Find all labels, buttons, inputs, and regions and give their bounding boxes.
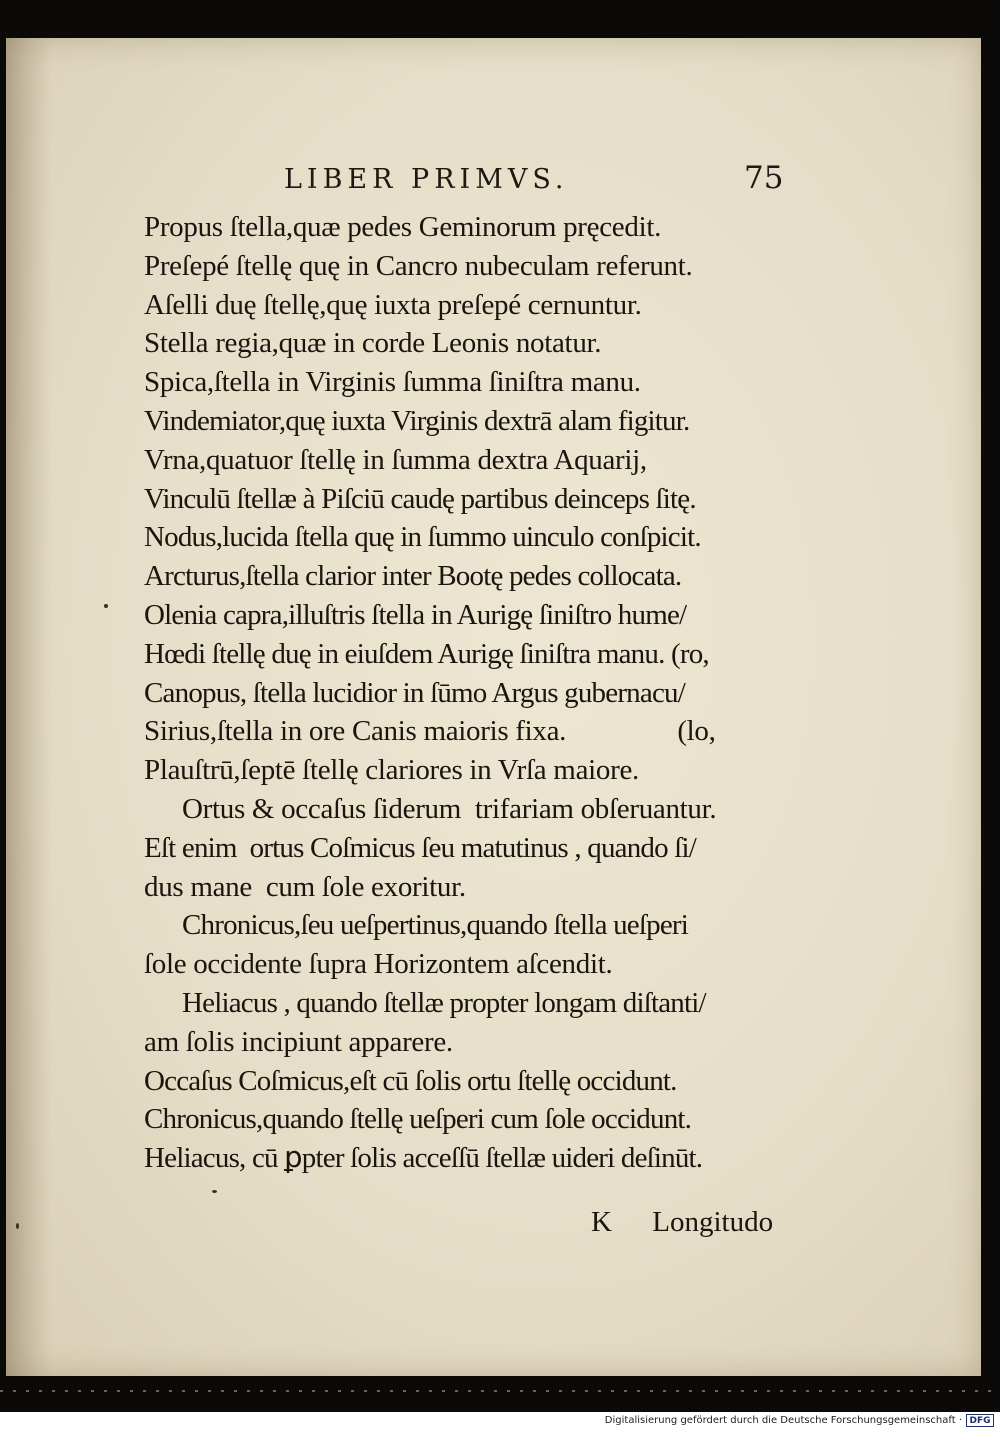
catchline (591, 1206, 773, 1239)
film-edge (0, 1390, 1000, 1392)
text-line: Propus ſtella,quæ pedes Geminorum pręcedit. (144, 211, 662, 243)
signature-mark: K (591, 1206, 612, 1238)
text-line: dus mane cum ſole exoritur. (144, 870, 466, 903)
text-line: Ortus & occaſus ſiderum trifariam obſeruantur. (182, 792, 717, 825)
catchword: Longitudo (652, 1206, 774, 1238)
running-head (6, 160, 981, 200)
text-line: Arcturus,ſtella clarior inter Bootę pedes collocata. (144, 560, 682, 593)
text-line: Spica,ſtella in Virginis ſumma ſiniſtra manu. (144, 366, 641, 399)
text-line: Preſepé ſtellę quę in Cancro nubeculam referunt. (144, 249, 693, 282)
dfg-logo: DFG (966, 1414, 994, 1427)
text-line: Stella regia,quæ in corde Leonis notatur. (144, 327, 602, 360)
text-line: Sirius,ſtella in ore Canis maioris fixa. (lo, (144, 715, 716, 748)
text-line: Heliacus, cū ꝑpter ſolis acceſſū ſtellæ uideri deſinūt. (144, 1142, 703, 1175)
text-line: Aſelli duę ſtellę,quę iuxta preſepé cernuntur. (144, 288, 642, 321)
ink-speck (16, 1223, 19, 1229)
text-line: Plauſtrū,ſeptē ſtellę clariores in Vrſa maiore. (144, 754, 639, 787)
text-line: Heliacus , quando ſtellæ propter longam diſtanti/ (182, 986, 706, 1019)
text-line: Vrna,quatuor ſtellę in ſumma dextra Aquarij, (144, 443, 647, 476)
text-line: Chronicus,quando ſtellę ueſperi cum ſole occidunt. (144, 1103, 692, 1136)
funding-credit: Digitalisierung gefördert durch die Deutsche Forschungsgemeinschaft · (604, 1415, 962, 1426)
text-line: Occaſus Coſmicus,eſt cū ſolis ortu ſtellę occidunt. (144, 1064, 677, 1097)
text-line: Canopus, ſtella lucidior in ſūmo Argus gubernacu/ (144, 676, 685, 709)
text-line: Chronicus,ſeu ueſpertinus,quando ſtella ueſperi (182, 909, 689, 942)
running-title: LIBER PRIMVS. (284, 164, 569, 195)
book-page (6, 38, 981, 1376)
text-line: am ſolis incipiunt apparere. (144, 1025, 453, 1058)
text-line: Vinculū ſtellæ à Piſciū caudę partibus deinceps ſitę. (144, 482, 696, 515)
text-line: Olenia capra,illuſtris ſtella in Aurigę ſiniſtro hume/ (144, 598, 687, 631)
text-block (144, 208, 794, 1178)
text-line: Nodus,lucida ſtella quę in ſummo uinculo conſpicit. (144, 521, 701, 554)
folio-number: 75 (744, 160, 784, 196)
text-line: ſole occidente ſupra Horizontem aſcendit. (144, 948, 613, 981)
ink-speck (212, 1190, 217, 1193)
ink-speck (104, 604, 108, 608)
text-line: Hœdi ſtellę duę in eiuſdem Aurigę ſiniſtra manu. (ro, (144, 637, 709, 670)
text-line: Vindemiator,quę iuxta Virginis dextrā alam figitur. (144, 404, 690, 437)
text-line: Eſt enim ortus Coſmicus ſeu matutinus , quando ſi/ (144, 831, 697, 864)
